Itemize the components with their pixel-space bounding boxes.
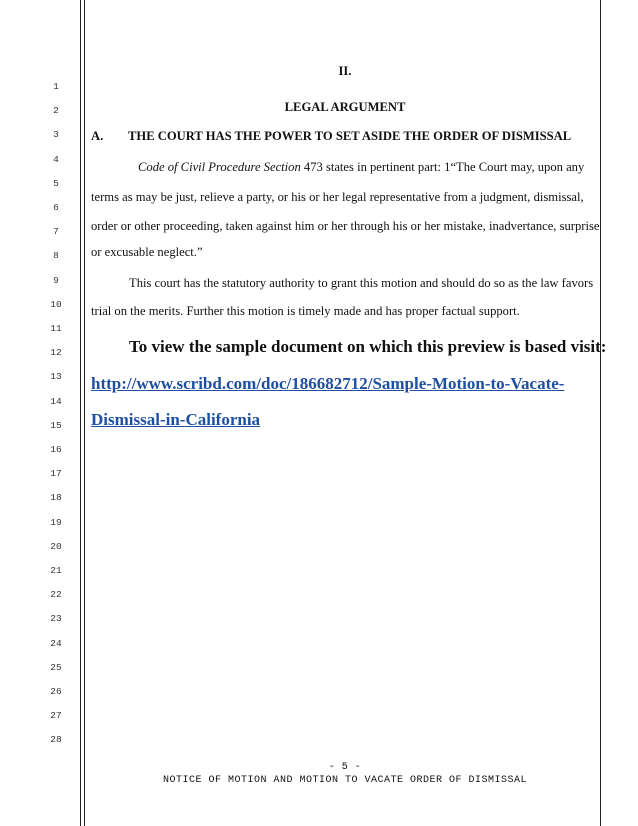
paragraph-1-line-4: or excusable neglect.” bbox=[91, 245, 203, 259]
line-number: 10 bbox=[50, 298, 62, 310]
paragraph-1-line-1 bbox=[138, 160, 584, 175]
line-number: 17 bbox=[50, 468, 62, 480]
left-margin-rule-inner bbox=[84, 0, 85, 826]
line-number: 20 bbox=[50, 540, 62, 552]
line-number: 9 bbox=[53, 274, 59, 286]
right-margin-rule bbox=[600, 0, 601, 826]
line-number: 2 bbox=[53, 105, 59, 117]
line-number: 27 bbox=[50, 710, 62, 722]
line-number: 13 bbox=[50, 371, 62, 383]
paragraph-2-line-1: This court has the statutory authority to grant this motion and should do so as the law favors bbox=[129, 276, 594, 290]
line-number: 5 bbox=[53, 177, 59, 189]
line-number: 1 bbox=[53, 81, 59, 92]
section-heading: LEGAL ARGUMENT bbox=[284, 100, 406, 114]
statute-citation: Code of Civil Procedure Section bbox=[138, 160, 301, 174]
line-number: 4 bbox=[53, 153, 59, 165]
scribd-link-line-1[interactable]: http://www.scribd.com/doc/186682712/Sample-Motion-to-Vacate- bbox=[91, 374, 565, 393]
page-number: - 5 - bbox=[328, 762, 362, 773]
line-number: 8 bbox=[53, 250, 59, 262]
paragraph-1-line-3: order or other proceeding, taken against him or her through his or her mistake, inadvertance, surprise bbox=[91, 219, 600, 233]
preview-notice: To view the sample document on which this preview is based visit: bbox=[129, 337, 607, 356]
footer-caption: NOTICE OF MOTION AND MOTION TO VACATE ORDER OF DISMISSAL bbox=[162, 775, 528, 786]
line-number: 25 bbox=[50, 661, 62, 673]
left-margin-rule-outer bbox=[80, 0, 81, 826]
line-number: 6 bbox=[53, 202, 59, 213]
scribd-link-line-2[interactable]: Dismissal-in-California bbox=[91, 410, 261, 429]
section-roman-numeral: II. bbox=[338, 64, 352, 78]
line-number: 3 bbox=[53, 129, 59, 141]
line-number: 24 bbox=[50, 637, 62, 649]
line-number: 18 bbox=[50, 492, 62, 504]
line-number: 14 bbox=[50, 395, 62, 407]
line-number: 23 bbox=[50, 613, 62, 625]
line-number: 15 bbox=[50, 419, 62, 431]
line-number: 28 bbox=[50, 734, 62, 746]
line-number: 22 bbox=[50, 589, 62, 601]
paragraph-2-line-2: trial on the merits. Further this motion is timely made and has proper factual support. bbox=[91, 304, 520, 318]
line-number: 26 bbox=[50, 686, 62, 697]
subsection-letter: A. bbox=[91, 129, 104, 143]
line-number: 19 bbox=[50, 516, 62, 528]
paragraph-1-line-1-text: 473 states in pertinent part: 1“The Court may, upon any bbox=[300, 160, 585, 174]
line-number: 12 bbox=[50, 347, 62, 359]
line-number: 7 bbox=[53, 226, 59, 238]
line-number: 16 bbox=[50, 444, 62, 455]
subsection-title: THE COURT HAS THE POWER TO SET ASIDE THE ORDER OF DISMISSAL bbox=[128, 129, 572, 143]
line-number: 21 bbox=[50, 565, 62, 576]
line-number: 11 bbox=[50, 323, 62, 334]
paragraph-1-line-2: terms as may be just, relieve a party, or his or her legal representative from a judgment, dismissal, bbox=[91, 190, 584, 204]
